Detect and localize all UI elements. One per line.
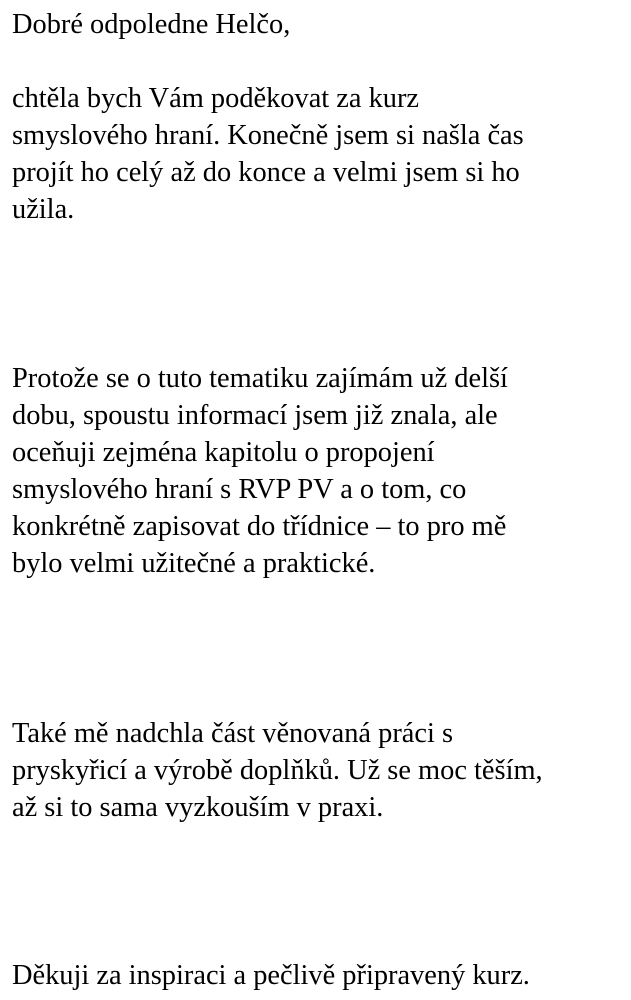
letter-paragraph-thanks: chtěla bych Vám poděkovat za kurz smyslového hraní. Konečně jsem si našla čas projít ho celý až do konce a velmi jsem si ho užila. <box>12 83 524 225</box>
letter-paragraph-topic: Protože se o tuto tematiku zajímám už delší dobu, spoustu informací jsem již znala, ale oceňuji zejména kapitolu o propojení smyslového hraní s RVP PV a o tom, co konkrétně zapisovat do třídnice – to pro mě bylo velmi užitečné a praktické. <box>12 363 508 579</box>
letter-closing: Děkuji za inspiraci a pečlivě připravený kurz. <box>12 960 530 991</box>
letter-greeting: Dobré odpoledne Helčo, <box>12 9 291 40</box>
letter-paragraph-resin: Také mě nadchla část věnovaná práci s pryskyřicí a výrobě doplňků. Už se moc těším, až si to sama vyzkouším v praxi. <box>12 718 543 823</box>
